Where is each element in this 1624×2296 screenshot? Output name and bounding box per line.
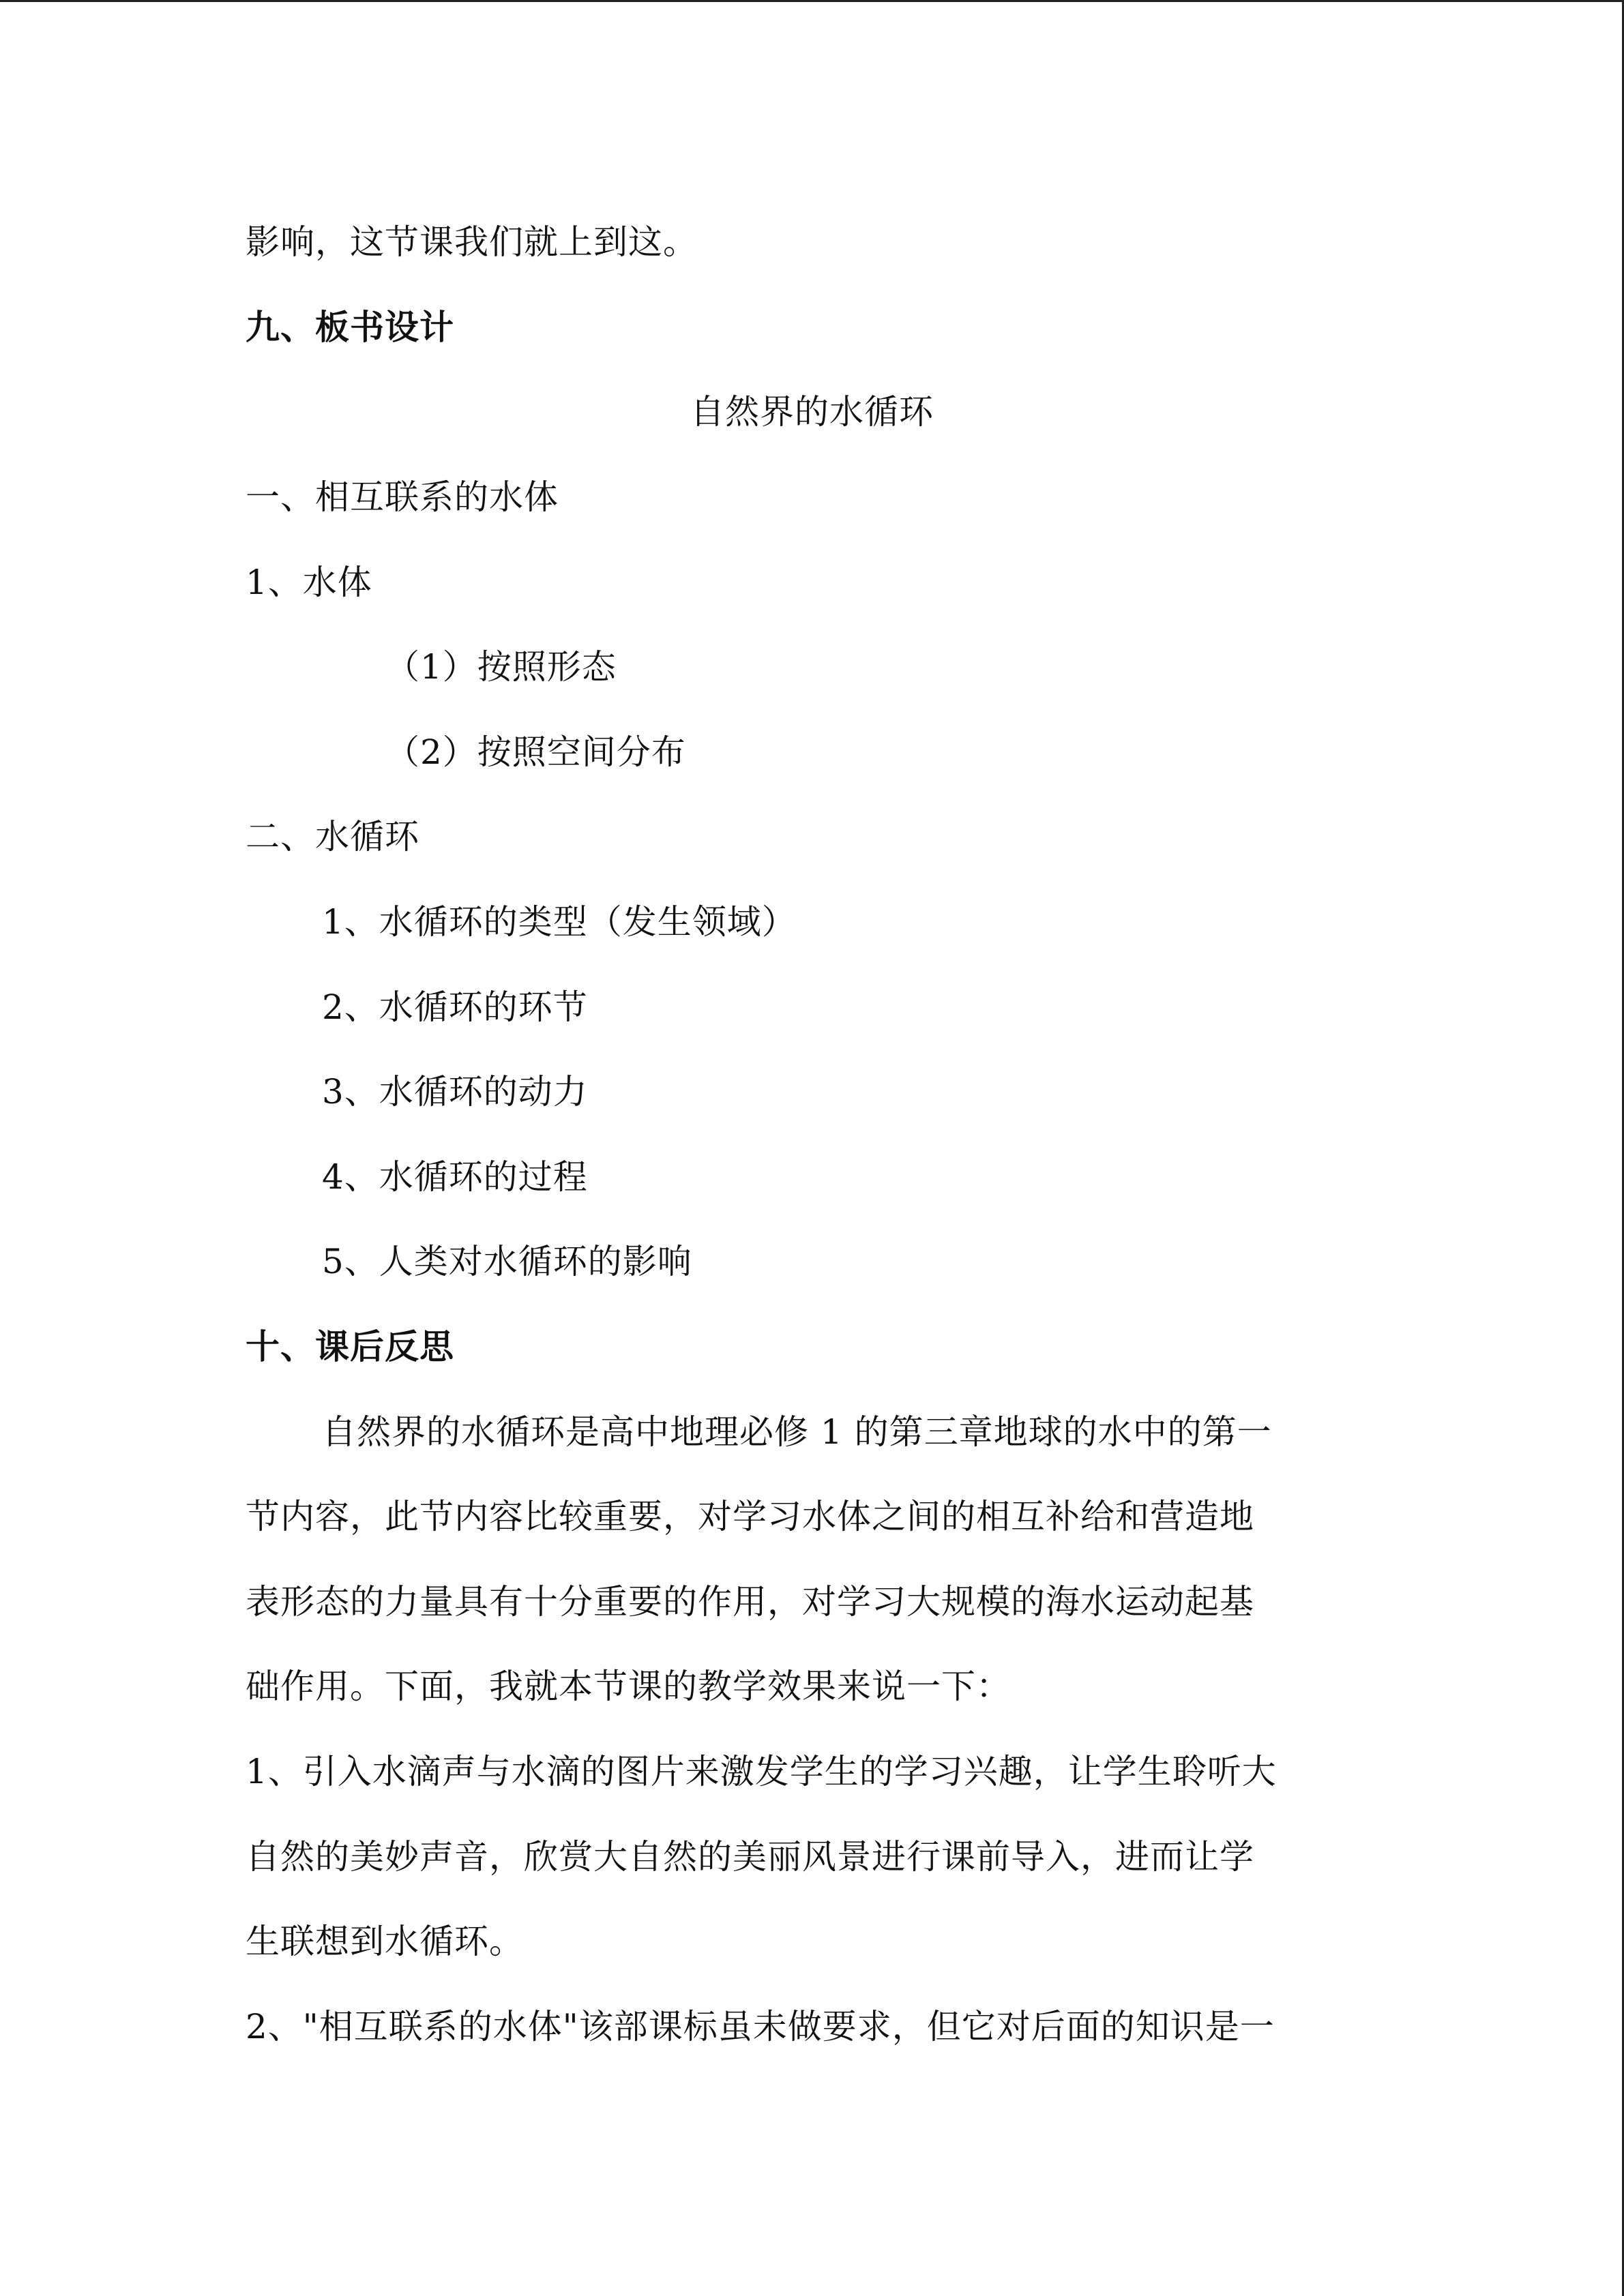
reflection-point-line: 2、"相互联系的水体"该部课标虽未做要求，但它对后面的知识是一 [246, 2007, 1275, 2046]
reflection-paragraph-line: 础作用。下面，我就本节课的教学效果来说一下： [246, 1667, 1011, 1706]
reflection-paragraph-line: 自然界的水循环是高中地理必修 1 的第三章地球的水中的第一 [322, 1412, 1272, 1452]
outline-item: 1、水体 [246, 563, 372, 602]
outline-subitem: 4、水循环的过程 [322, 1157, 588, 1197]
outline-item: 二、水循环 [246, 817, 419, 856]
paragraph-continuation: 影响，这节课我们就上到这。 [246, 222, 698, 262]
reflection-point-line: 自然的美妙声音，欣赏大自然的美丽风景进行课前导入，进而让学 [246, 1837, 1254, 1877]
section-heading-reflection: 十、课后反思 [246, 1327, 454, 1367]
outline-subitem: （1）按照形态 [385, 647, 617, 687]
outline-subitem: （2）按照空间分布 [385, 732, 686, 772]
section-heading-board-design: 九、板书设计 [246, 308, 454, 347]
board-title: 自然界的水循环 [690, 392, 934, 432]
reflection-point-line: 生联想到水循环。 [246, 1922, 524, 1961]
outline-item: 一、相互联系的水体 [246, 477, 559, 517]
outline-subitem: 5、人类对水循环的影响 [322, 1242, 692, 1281]
outline-subitem: 2、水循环的环节 [322, 987, 588, 1027]
reflection-point-line: 1、引入水滴声与水滴的图片来激发学生的学习兴趣，让学生聆听大 [246, 1752, 1277, 1791]
outline-subitem: 1、水循环的类型（发生领域） [322, 902, 797, 942]
reflection-paragraph-line: 节内容，此节内容比较重要，对学习水体之间的相互补给和营造地 [246, 1497, 1254, 1536]
outline-subitem: 3、水循环的动力 [322, 1072, 588, 1112]
reflection-paragraph-line: 表形态的力量具有十分重要的作用，对学习大规模的海水运动起基 [246, 1582, 1254, 1622]
